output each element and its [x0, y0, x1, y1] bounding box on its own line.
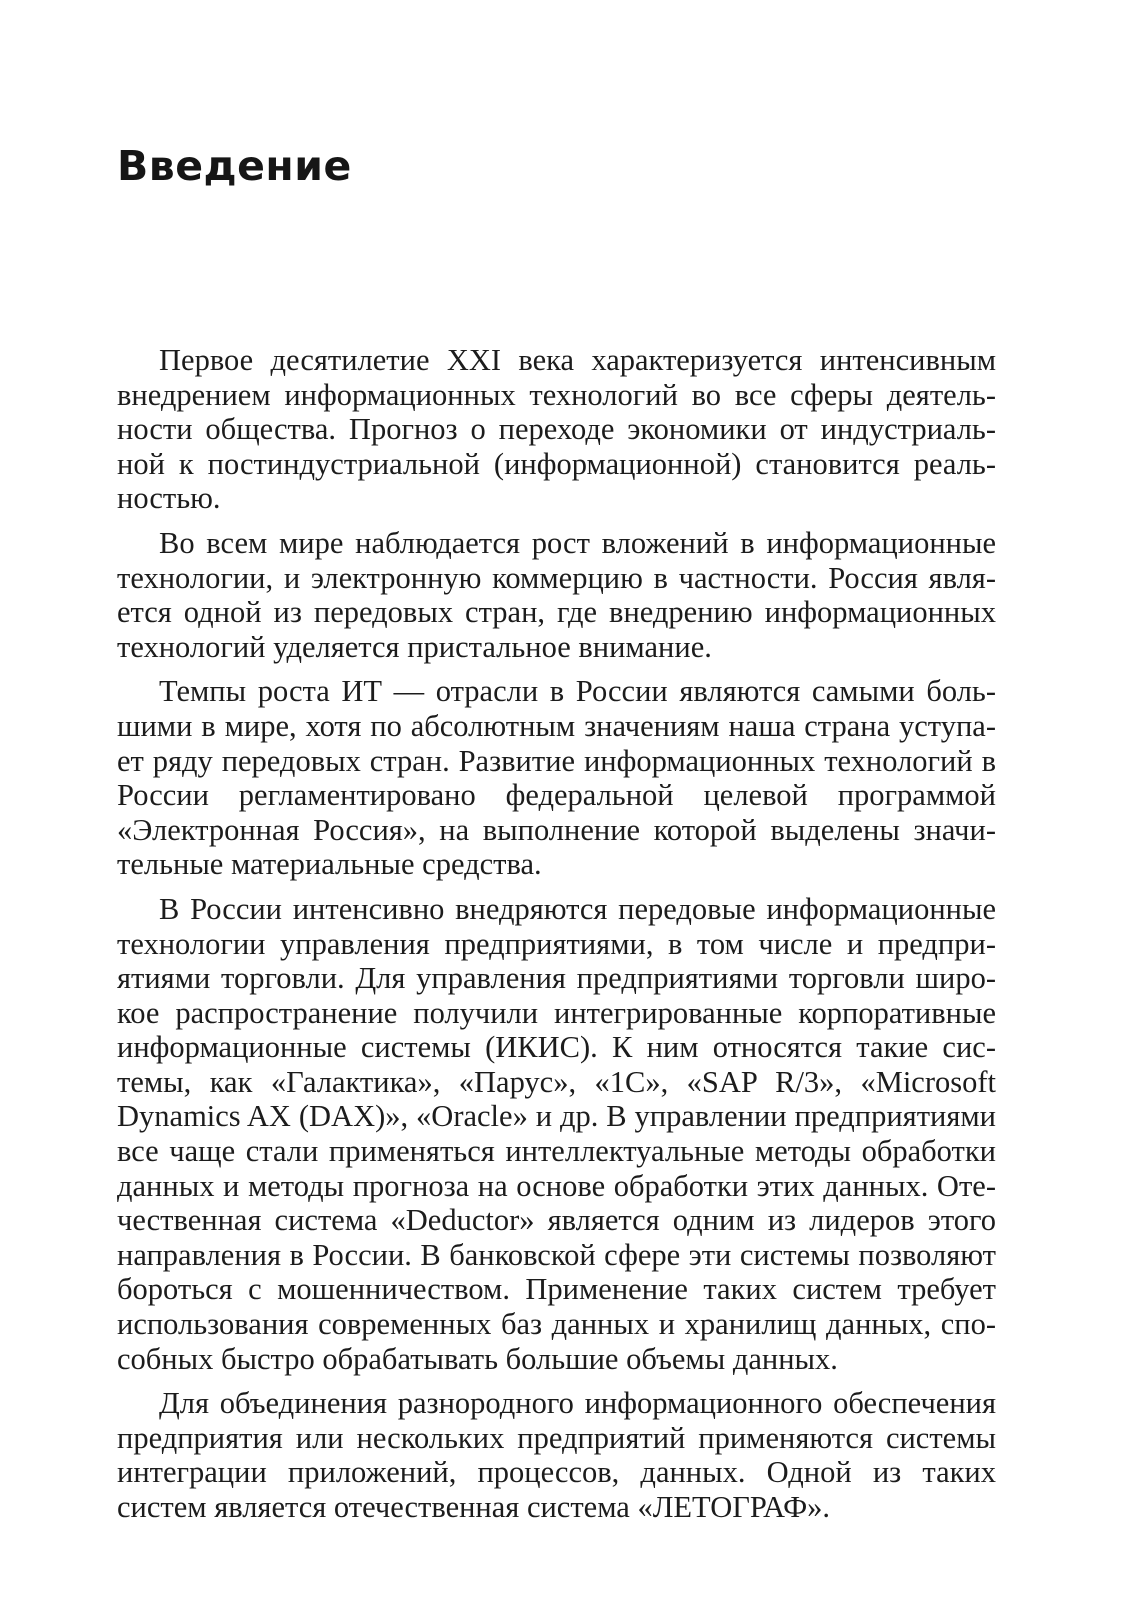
- paragraph: Во всем мире наблюдается рост вложений в информационные технологии, и электронную коммерцию в частности. Россия является одной из передовых стран, где внедрению информационных технологий уделяется пристальное внимание.: [117, 525, 996, 664]
- paragraph: В России интенсивно внедряются передовые информационные технологии управления предприятиями, в том числе и предприятиями торговли. Для управления предприятиями торговли широкое распространение получили интегрированные корпоративные информационные системы (ИКИС). К ним относятся такие системы, как «Галактика», «Парус», «1С», «SAP R/3», «Microsoft Dynamics AX (DAX)», «Oracle» и др. В управлении предприятиями все чаще стали применяться интеллектуальные методы обработки данных и методы прогноза на основе обработки этих данных. Отечественная система «Deductor» является одним из лидеров этого направления в России. В банковской сфере эти системы позволяют бороться с мошенничеством. Применение таких систем требует использования современных баз данных и хранилищ данных, способных быстро обрабатывать большие объемы данных.: [117, 891, 996, 1376]
- paragraph: Для объединения разнородного информационного обеспечения предприятия или нескольких предприятий применяются системы интеграции приложений, процессов, данных. Одной из таких систем является отечественная система «ЛЕТОГРАФ».: [117, 1386, 996, 1524]
- chapter-title: Введение: [117, 142, 352, 190]
- paragraph: Первое десятилетие XXI века характеризуется интенсивным внедрением информационных технологий во все сферы деятельности общества. Прогноз о переходе экономики от индустриальной к постиндустриальной (информационной) становится реальностью.: [117, 343, 996, 516]
- paragraph: Темпы роста ИТ — отрасли в России являются самыми большими в мире, хотя по абсолютным значениям наша страна уступает ряду передовых стран. Развитие информационных технологий в России регламентировано федеральной целевой программой «Электронная Россия», на выполнение которой выделены значительные материальные средства.: [117, 674, 996, 882]
- body-text: [117, 343, 996, 1535]
